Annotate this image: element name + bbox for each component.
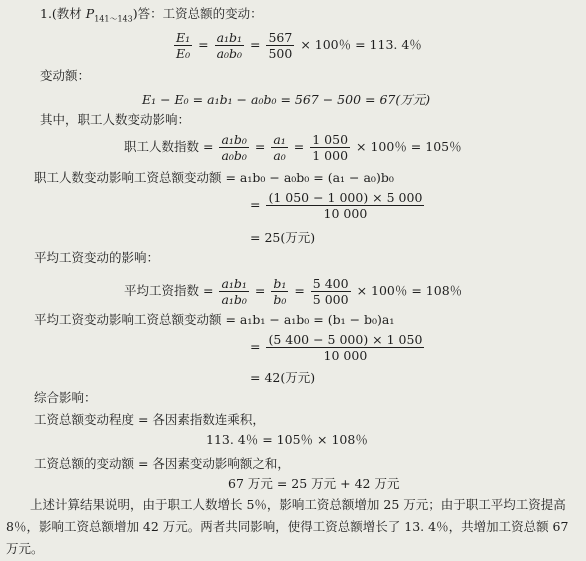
combined-absolute-equation: 67 万元 = 25 万元 + 42 万元 <box>228 476 400 491</box>
conclusion-paragraph: 上述计算结果说明，由于职工人数增长 5％，影响工资总额增加 25 万元；由于职工平均工资提高 8％，影响工资总额增加 42 万元。两者共同影响，使得工资总额增长了 13. 4％，共增加工资总额 67 万元。 <box>6 497 569 556</box>
total-index-result: × 100％ = 113. 4％ <box>300 37 422 52</box>
fraction-a1b1-a1b0: $\frac{\text{a₁b₁}}{\text{a₁b₀}}$ <box>221 276 247 307</box>
avg-index-formula: 平均工资指数 = $\frac{\text{a₁b₁}}{\text{a₁b₀}}$ = $\frac{\text{b₁}}{\text{b₀}}$ = $\frac{5 400}{5 000}$ × 100％ = 108％ <box>124 276 463 307</box>
fraction-567-500: $\frac{567}{500}$ <box>268 30 293 61</box>
fraction-a1b0-a0b0: $\frac{\text{a₁b₀}}{\text{a₀b₀}}$ <box>221 132 247 163</box>
fraction-5400-5000: $\frac{5 400}{5 000}$ <box>312 276 349 307</box>
workers-index-formula: 职工人数指数 = $\frac{\text{a₁b₀}}{\text{a₀b₀}}$ = $\frac{\text{a₁}}{\text{a₀}}$ = $\frac{1 050}{1 000}$ × 100％ = 105％ <box>124 132 462 163</box>
question-heading <box>40 6 263 28</box>
combined-label: 综合影响： <box>34 390 97 405</box>
avg-effect-result: = 42(万元) <box>250 370 316 385</box>
fraction-b1-b0: $\frac{\text{b₁}}{\text{b₀}}$ <box>273 276 287 307</box>
change-label: 变动额： <box>40 68 91 83</box>
heading-pages: 141～143 <box>94 14 133 24</box>
workers-index-label: 职工人数指数 = <box>124 139 214 154</box>
workers-effect-line: 职工人数变动影响工资总额变动额 = a₁b₀ − a₀b₀ = (a₁ − a₀)b₀ <box>34 170 394 185</box>
fraction-a1b1-a0b0: $\frac{\text{a₁b₁}}{\text{a₀b₀}}$ <box>216 30 243 61</box>
avg-effect-fraction-line: = $\frac{(5 400 - 5 000) \times 1 050}{10 000}$ <box>250 332 423 363</box>
fraction-1050-1000: $\frac{1 050}{1 000}$ <box>312 132 349 163</box>
workers-effect-fraction-line: = $\frac{(1 050 - 1 000) \times 5 000}{10 000}$ <box>250 190 423 221</box>
heading-suffix: )答：工资总额的变动： <box>132 6 263 21</box>
heading-prefix: 1.(教材 <box>40 6 86 21</box>
avg-index-result: × 100％ = 108％ <box>356 283 463 298</box>
fraction-a1-a0: $\frac{\text{a₁}}{\text{a₀}}$ <box>273 132 286 163</box>
workers-section-label: 其中，职工人数变动影响： <box>40 112 191 127</box>
avg-section-label: 平均工资变动的影响： <box>34 250 160 265</box>
workers-index-result: × 100％ = 105％ <box>356 139 462 154</box>
avg-effect-line: 平均工资变动影响工资总额变动额 = a₁b₁ − a₁b₀ = (b₁ − b₀)a₁ <box>34 312 395 327</box>
total-index-formula: $\frac{\text{E₁}}{\text{E₀}}$ = $\frac{\text{a₁b₁}}{\text{a₀b₀}}$ = $\frac{567}{500}$ × 100％ = 113. 4％ <box>176 30 422 61</box>
avg-effect-fraction: $\frac{(5 400 - 5 000) \times 1 050}{10 000}$ <box>268 332 423 363</box>
fraction-e1-e0: $\frac{\text{E₁}}{\text{E₀}}$ <box>176 30 191 61</box>
avg-index-label: 平均工资指数 = <box>124 283 214 298</box>
change-equation: E₁ − E₀ = a₁b₁ − a₀b₀ = 567 − 500 = 67(万元) <box>142 92 431 107</box>
workers-effect-result: = 25(万元) <box>250 230 316 245</box>
combined-absolute-label: 工资总额的变动额 = 各因素变动影响额之和， <box>34 456 290 471</box>
combined-relative-label: 工资总额变动程度 = 各因素指数连乘积， <box>34 412 265 427</box>
combined-relative-equation: 113. 4％ = 105％ × 108％ <box>206 432 368 447</box>
workers-effect-fraction: $\frac{(1 050 - 1 000) \times 5 000}{10 000}$ <box>268 190 423 221</box>
heading-p: P <box>85 6 95 21</box>
